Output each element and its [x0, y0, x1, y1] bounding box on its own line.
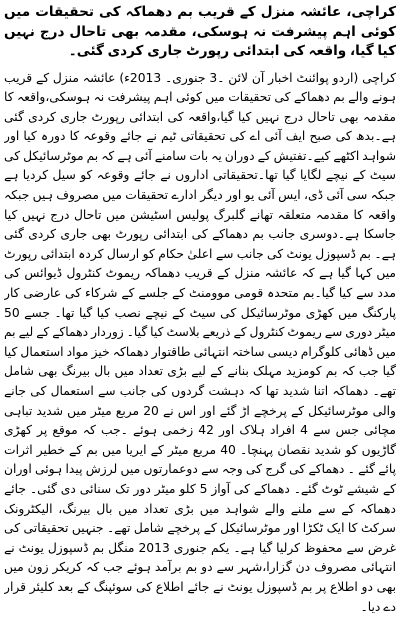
- article-body: کراچی (اردو پوائنٹ اخبار آن لائن ۔3 جنوری۔ 2013ء) عائشہ منزل کے قریب ہونے والے بم دھماکے کی تحقیقات میں کوئی اہم پیشرفت نہ ہوسکی،واقعہ کا مقدمہ بھی تاحال درج نہیں کیا گیا،واقعہ کی ابتدائی رپورٹ جاری کردی گئی ہے۔بدھ کی صبح ایف آئی اے کی تحقیقاتی ٹیم نے جائے وقوعہ کا دورہ کیا اور شواہد اکٹھے کیے۔تفتیش کے دوران یہ بات سامنے آئی ہے کہ بم موٹرسائیکل کی سیٹ کے نیچے لگایا گیا تھا۔تحقیقاتی اداروں نے جائے وقوعہ کو سیل کردیا ہے جبکہ سی آئی ڈی، ایس آئی یو اور دیگر ادارے تحقیقات میں مصروف ہیں جبکہ واقعہ کا مقدمہ متعلقہ تھانے گلبرگ پولیس اسٹیشن میں تاحال درج نہیں کیا جاسکا ہے۔دوسری جانب بم دھماکے کی ابتدائی رپورٹ بھی جاری کردی گئی ہے۔ بم ڈسپوزل یونٹ کی جانب سے اعلیٰ حکام کو ارسال کردہ ابتدائی رپورٹ میں کہا گیا ہے کہ عائشہ منزل کے قریب دھماکہ ریموٹ کنٹرول ڈیوائس کی مدد سے کیا گیا۔بم متحدہ قومی موومنٹ کے جلسے کے شرکاء کی عارضی کار پارکنگ میں کھڑی موٹرسائیکل کی سیٹ کے نیچے نصب کیا گیا تھا۔ جسے 50 میٹر دوری سے ریموٹ کنٹرول کے ذریعے بلاسٹ کیا گیا۔ زوردار دھماکے کے لیے بم میں ڈھائی کلوگرام دیسی ساختہ انتہائی طاقتوار دھماکہ خیز مواد استعمال کیا گیا جب کہ بم کومزید مہلک بنانے کے لیے بڑی تعداد میں بال بیرنگ بھی شامل تھے۔ دھماکہ اتنا شدید تھا کہ دہشت گردوں کی جانب سے استعمال کی جانے والی موٹرسائیکل کے پرخچے اڑ گئے اور اس نے 20 مربع میٹر میں شدید تباہی مچائی جس سے 4 افراد ہلاک اور 42 زخمی ہوئے ۔جب کہ موقع پر کھڑی گاڑیوں کو شدید نقصان پہنچا۔ 40 مربع میٹر کے ایریا میں بم کے خطیر اثرات پائے گئے ۔ دھماکے کی گرج کی وجہ سے دوعمارتوں میں لرزش پیدا ہوئی اوران کے شیشے ٹوٹ گئے۔ دھماکے کی آواز 5 کلو میٹر دور تک سنائی دی گئی۔ جائے دھماکہ کے سے ملنے والے شواہد میں بڑی تعداد میں بال بیرنگ، الیکٹرونک سرکٹ کا ایک ٹکڑا اور موٹرسائیکل کے پرخچے شامل تھے۔ جنہیں تحقیقاتی کی غرض سے محفوظ کرلیا گیا ہے۔ یکم جنوری 2013 منگل بم ڈسپوزل یونٹ نے انتہائی مصروف دن گزارا،شہر سے دو بم برآمد ہوئے جب کہ کریکر زون میں بھی دو اطلاع پر بم ڈسپوزل یونٹ نے جائے اطلاع کی سوئپنگ کے بعد کلیئر قرار دے دیا۔: [4, 70, 396, 614]
- article-headline: کراچی، عائشہ منزل کے قریب بم دھماکہ کی تحقیقات میں کوئی اہم پیشرفت نہ ہوسکی، مقدمہ بھی تاحال درج نہیں کیا گیا، واقعہ کی ابتدائی رپورٹ جاری کردی گئی۔: [4, 4, 396, 59]
- news-article: [4, 3, 396, 620]
